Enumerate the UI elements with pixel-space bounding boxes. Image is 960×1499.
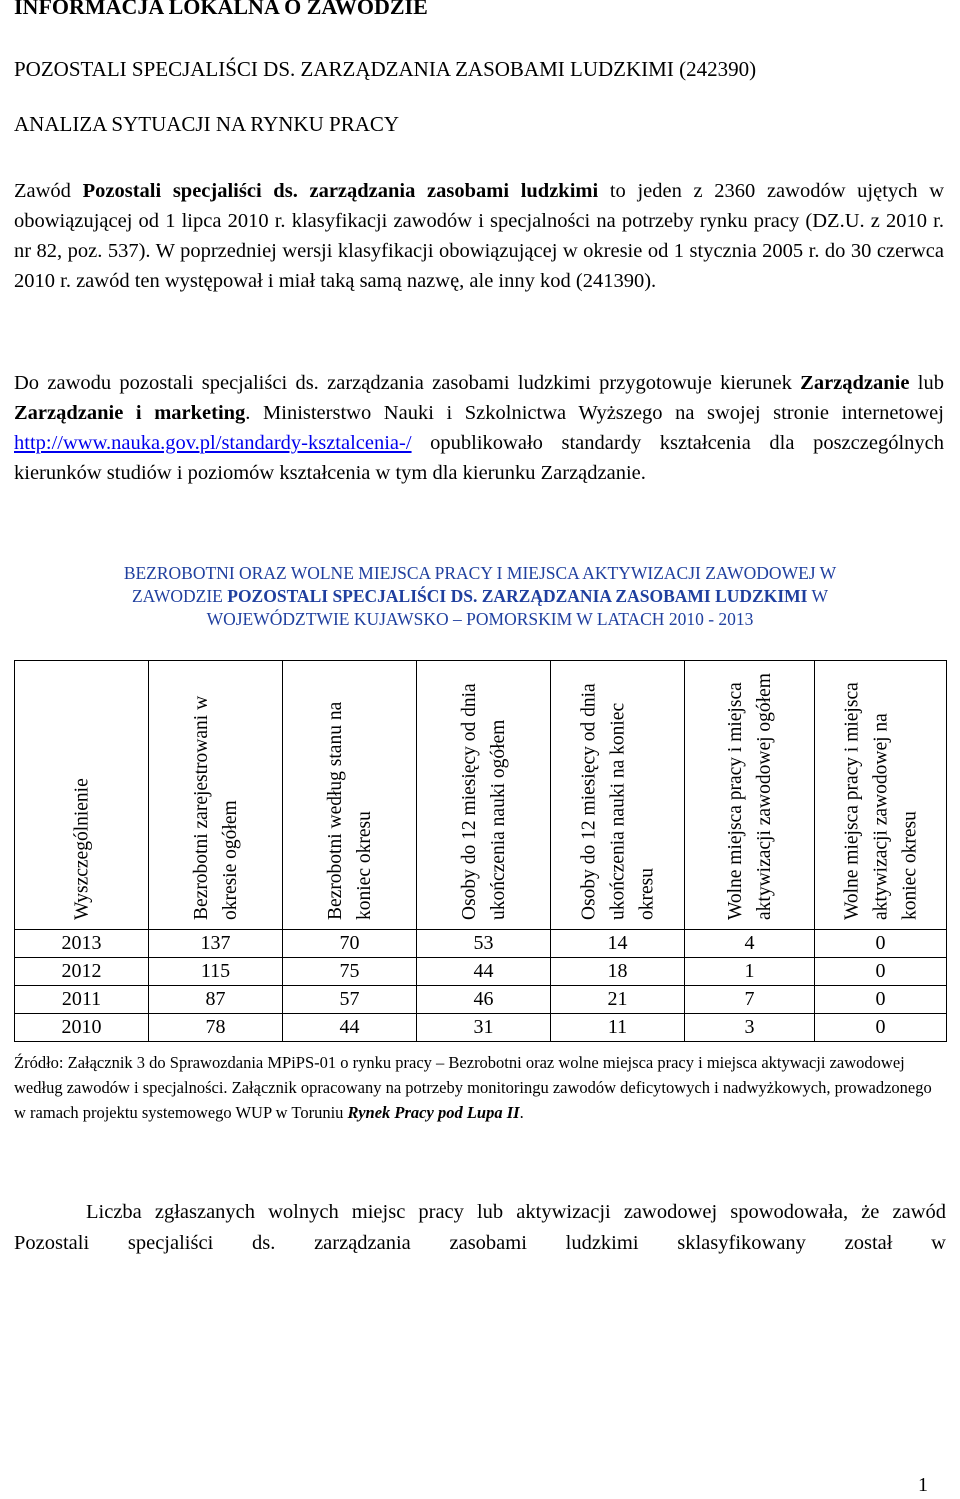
source-note: Źródło: Załącznik 3 do Sprawozdania MPiPS-01 o rynku pracy – Bezrobotni oraz wolne miejsca pracy i miejsca aktywacji zawodowej według zawodów i specjalności. Załącznik opracowany na potrzeby monitoringu zawodów deficytowych i nadwyżkowych, prowadzonego w ramach projektu systemowego WUP w Toruniu Rynek Pracy pod Lupa II. [14, 1053, 932, 1122]
table-cell: 31 [417, 1014, 551, 1042]
table-cell: 18 [551, 958, 685, 986]
table-cell: 2012 [15, 958, 149, 986]
table-row [15, 958, 947, 986]
ministry-link[interactable]: http://www.nauka.gov.pl/standardy-ksztalcenia-/ [14, 432, 412, 454]
table-cell: 137 [149, 930, 283, 958]
table-cell: 0 [815, 1014, 947, 1042]
table-cell: 44 [417, 958, 551, 986]
table-cell: 2011 [15, 986, 149, 1014]
statistics-table [14, 660, 947, 1042]
document-title: INFORMACJA LOKALNA O ZAWODZIE [14, 0, 428, 19]
table-row [15, 1014, 947, 1042]
table-cell: 57 [283, 986, 417, 1014]
header-cell: Bezrobotni według stanu na koniec okresu [283, 661, 417, 930]
occupation-heading: POZOSTALI SPECJALIŚCI DS. ZARZĄDZANIA ZASOBAMI LUDZKIMI (242390) [14, 57, 757, 81]
table-cell: 7 [685, 986, 815, 1014]
table-cell: 75 [283, 958, 417, 986]
table-cell: 2010 [15, 1014, 149, 1042]
occupation-name: Pozostali specjaliści ds. zarządzania zasobami ludzkimi [82, 180, 599, 202]
field-management: Zarządzanie [800, 372, 910, 394]
page-number: 1 [918, 1474, 928, 1496]
table-row [15, 930, 947, 958]
table-cell: 0 [815, 958, 947, 986]
table-cell: 3 [685, 1014, 815, 1042]
table-cell: 78 [149, 1014, 283, 1042]
header-cell: Bezrobotni zarejestrowani w okresie ogółem [149, 661, 283, 930]
header-cell: Osoby do 12 miesięcy od dnia ukończenia nauki ogółem [417, 661, 551, 930]
header-cell: Osoby do 12 miesięcy od dnia ukończenia nauki na koniec okresu [551, 661, 685, 930]
table-cell: 4 [685, 930, 815, 958]
education-paragraph: Do zawodu pozostali specjaliści ds. zarządzania zasobami ludzkimi przygotowuje kierunek Zarządzanie lub Zarządzanie i marketing. Ministerstwo Nauki i Szkolnictwa Wyższego na swojej stronie internetowej http://www.nauka.gov.pl/standardy-ksztalcenia-/ opublikowało standardy kształcenia dla poszczególnych kierunków studiów i poziomów kształcenia w tym dla kierunku Zarządzanie. [14, 372, 944, 484]
table-header-row [15, 661, 947, 930]
field-management-marketing: Zarządzanie i marketing [14, 402, 246, 424]
closing-paragraph: Liczba zgłaszanych wolnych miejsc pracy lub aktywizacji zawodowej spowodowała, że zawód Pozostali specjaliści ds. zarządzania zasobami ludzkimi sklasyfikowany został w [14, 1201, 946, 1254]
table-cell: 11 [551, 1014, 685, 1042]
header-cell: Wyszczególnienie [15, 661, 149, 930]
table-cell: 0 [815, 930, 947, 958]
table-cell: 2013 [15, 930, 149, 958]
table-title: BEZROBOTNI ORAZ WOLNE MIEJSCA PRACY I MIEJSCA AKTYWIZACJI ZAWODOWEJ W ZAWODZIE POZOSTALI SPECJALIŚCI DS. ZARZĄDZANIA ZASOBAMI LUDZKIMI W WOJEWÓDZTWIE KUJAWSKO – POMORSKIM W LATACH 2010 - 2013 [123, 563, 837, 629]
table-cell: 115 [149, 958, 283, 986]
table-row [15, 986, 947, 1014]
header-cell: Wolne miejsca pracy i miejsca aktywizacji zawodowej na koniec okresu [815, 661, 947, 930]
table-cell: 53 [417, 930, 551, 958]
table-cell: 44 [283, 1014, 417, 1042]
table-cell: 0 [815, 986, 947, 1014]
table-cell: 70 [283, 930, 417, 958]
table-cell: 14 [551, 930, 685, 958]
intro-paragraph: Zawód Pozostali specjaliści ds. zarządzania zasobami ludzkimi to jeden z 2360 zawodów ujętych w obowiązującej od 1 lipca 2010 r. klasyfikacji zawodów i specjalności na potrzeby rynku pracy (DZ.U. z 2010 r. nr 82, poz. 537). W poprzedniej wersji klasyfikacji obowiązującej w okresie od 1 stycznia 2005 r. do 30 czerwca 2010 r. zawód ten występował i miał taką samą nazwę, ale inny kod (241390). [14, 180, 944, 292]
table-cell: 21 [551, 986, 685, 1014]
section-heading: ANALIZA SYTUACJI NA RYNKU PRACY [14, 112, 400, 136]
project-name: Rynek Pracy pod Lupa II [347, 1103, 520, 1122]
header-cell: Wolne miejsca pracy i miejsca aktywizacji zawodowej ogółem [685, 661, 815, 930]
table-cell: 1 [685, 958, 815, 986]
table-cell: 87 [149, 986, 283, 1014]
table-cell: 46 [417, 986, 551, 1014]
